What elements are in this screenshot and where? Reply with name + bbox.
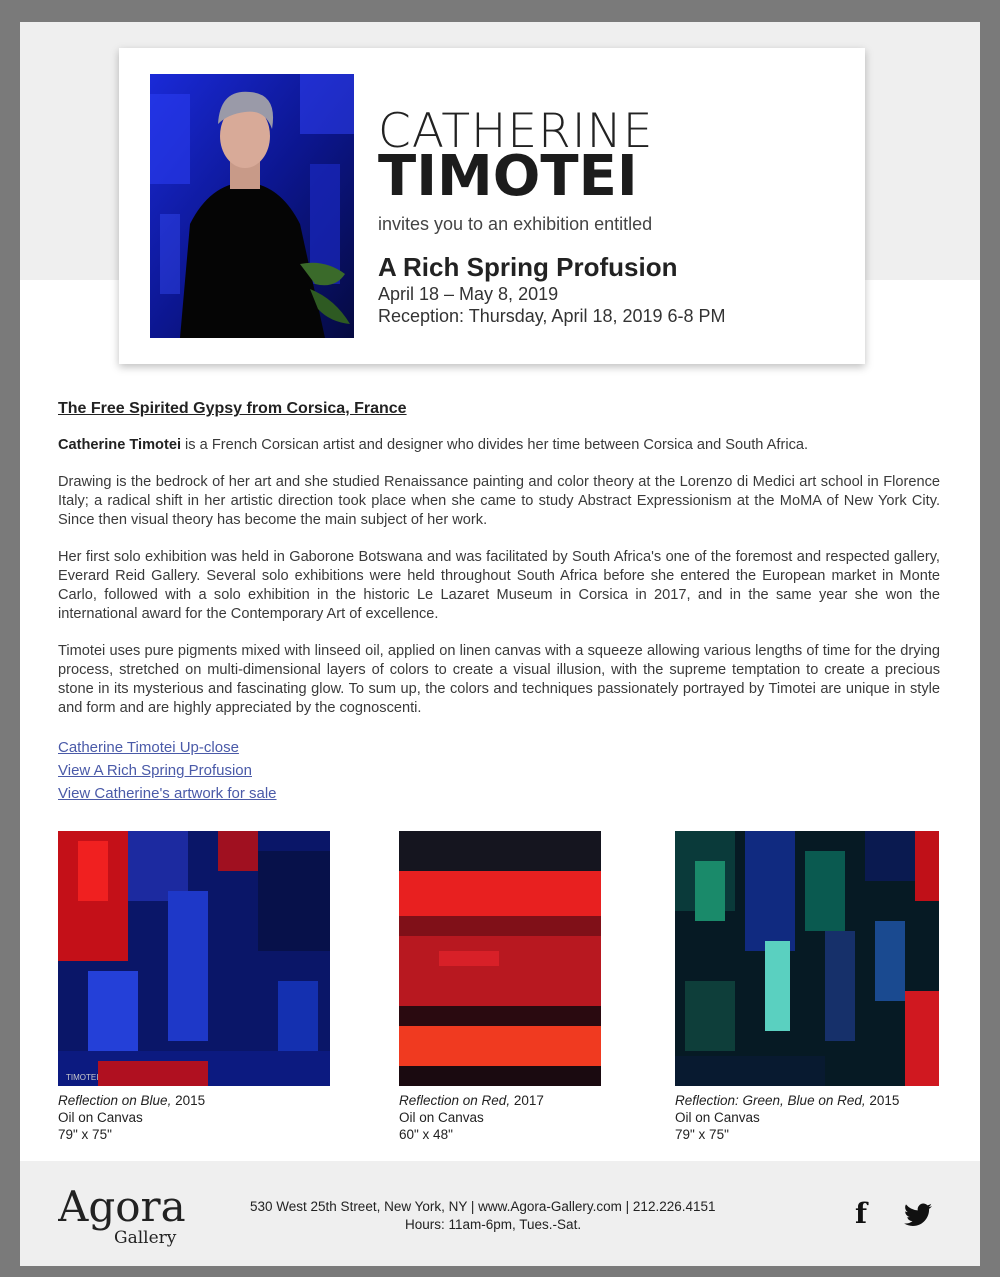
artwork-item — [675, 831, 939, 1143]
link-view-exhibition[interactable]: View A Rich Spring Profusion — [58, 762, 252, 779]
artist-last-name: TIMOTEI — [378, 144, 638, 209]
bio-paragraph: Drawing is the bedrock of her art and she studied Renaissance painting and color theory at the Lorenzo di Medici art school in Florence Italy; a radical shift in her artistic direction took place when she came to study Abstract Expressionism at the MoMA of New York City. Since then visual theory has become the main subject of her work. — [58, 474, 940, 528]
artwork-medium: Oil on Canvas — [58, 1110, 143, 1125]
artwork-year: 2015 — [171, 1093, 206, 1108]
artwork-image-blue[interactable] — [58, 831, 330, 1086]
intro-artist-name: Catherine Timotei — [58, 437, 181, 453]
artwork-caption — [675, 1092, 939, 1143]
gallery-address: 530 West 25th Street, New York, NY | www.Agora-Gallery.com | 212.226.4151 — [250, 1199, 716, 1214]
bio-paragraph: Timotei uses pure pigments mixed with linseed oil, applied on linen canvas with a squeeze allowing various lengths of time for the drying process, stretched on multi-dimensional layers of colors to create a visual illusion, with the supreme temptation to create a precious stone in its mysterious and fascinating glow. To sum up, the colors and techniques passionately portrayed by Timotei are unique in style and form and are highly appreciated by the cognoscenti. — [58, 643, 940, 716]
artwork-size: 79" x 75" — [58, 1127, 112, 1142]
bio-paragraph: Her first solo exhibition was held in Gaborone Botswana and was facilitated by South Africa's one of the foremost and respected gallery, Everard Reid Gallery. Several solo exhibitions were held throughout South Africa before she entered the European market in Monte Carlo, followed with a solo exhibition in the historic Le Lazaret Museum in Corsica in 2017, and in the same year she won the international award for the Contemporary Art of excellence. — [58, 549, 940, 622]
header-card — [119, 48, 865, 364]
link-list — [58, 736, 940, 805]
footer — [20, 1161, 980, 1266]
artwork-caption — [58, 1092, 330, 1143]
bio-section — [58, 400, 940, 805]
facebook-icon[interactable]: f — [855, 1197, 868, 1230]
link-artwork-for-sale[interactable]: View Catherine's artwork for sale — [58, 785, 277, 802]
artwork-signature: TIMOTEI — [66, 1073, 99, 1082]
artwork-year: 2017 — [510, 1093, 544, 1108]
bio-intro — [58, 436, 940, 455]
gallery-hours: Hours: 11am-6pm, Tues.-Sat. — [405, 1217, 582, 1232]
artwork-image-green[interactable] — [675, 831, 939, 1086]
logo-sub-text: Gallery — [114, 1228, 177, 1248]
link-up-close[interactable]: Catherine Timotei Up-close — [58, 739, 239, 756]
artwork-medium: Oil on Canvas — [399, 1110, 484, 1125]
artwork-size: 79" x 75" — [675, 1127, 729, 1142]
agora-gallery-logo[interactable] — [58, 1181, 188, 1249]
artwork-size: 60" x 48" — [399, 1127, 453, 1142]
intro-text: is a French Corsican artist and designer who divides her time between Corsica and South Africa. — [181, 437, 809, 453]
invitation-page — [20, 22, 980, 1266]
exhibition-dates: April 18 – May 8, 2019 — [378, 284, 559, 304]
artwork-title: Reflection: Green, Blue on Red, — [675, 1093, 866, 1108]
artwork-item — [399, 831, 601, 1143]
exhibition-title: A Rich Spring Profusion — [378, 252, 678, 282]
artist-first-name: CATHERINE — [378, 104, 654, 159]
bio-heading: The Free Spirited Gypsy from Corsica, France — [58, 400, 407, 417]
artwork-medium: Oil on Canvas — [675, 1110, 760, 1125]
artwork-item — [58, 831, 330, 1143]
reception-info: Reception: Thursday, April 18, 2019 6-8 PM — [378, 306, 726, 326]
twitter-icon[interactable] — [904, 1203, 932, 1227]
artist-portrait — [150, 74, 354, 338]
artwork-image-red[interactable] — [399, 831, 601, 1086]
artwork-title: Reflection on Blue, — [58, 1093, 172, 1108]
artwork-caption — [399, 1092, 601, 1143]
artwork-year: 2015 — [865, 1093, 900, 1108]
logo-main-text: Agora — [58, 1182, 186, 1231]
invite-text: invites you to an exhibition entitled — [378, 214, 653, 234]
artwork-title: Reflection on Red, — [399, 1093, 511, 1108]
